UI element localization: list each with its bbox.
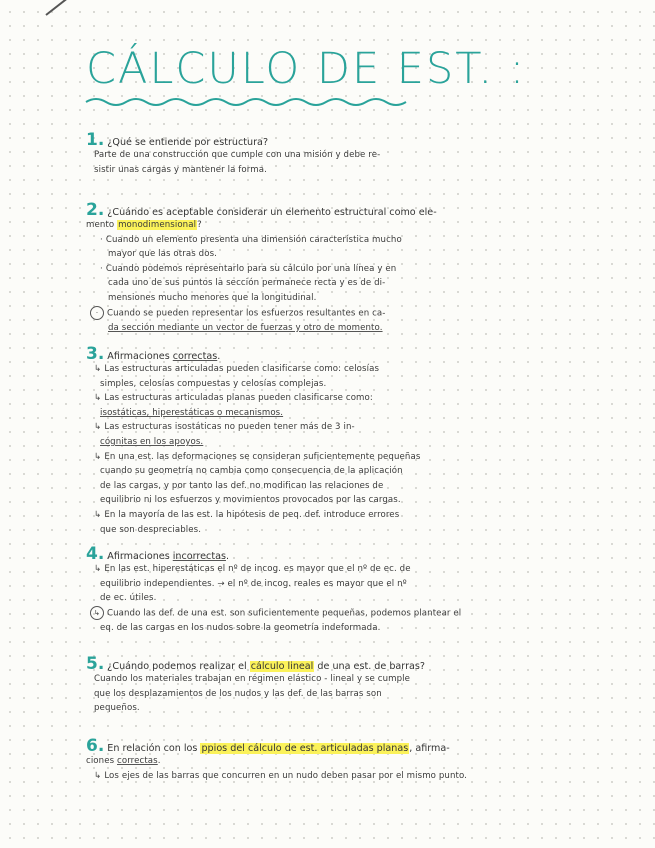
page-title: CÁLCULO DE EST. : (86, 44, 527, 94)
question-number: 2. (86, 200, 105, 220)
circle-mark: ↳ (90, 606, 104, 620)
question-number: 5. (86, 654, 105, 674)
answer-line: Cuando se pueden representar los esfuerzos resultantes en ca- (107, 308, 386, 319)
answer-line: En las est. hiperestáticas el nº de incog. es mayor que el nº de ec. de (104, 564, 411, 574)
question-text: . (157, 756, 161, 766)
answer-line: cógnitas en los apoyos. (100, 436, 204, 447)
answer-line: eq. de las cargas en los nudos sobre la geometría indeformada. (100, 622, 381, 633)
arrow-mark: ↳ (94, 509, 102, 520)
answer-line: de ec. útiles. (100, 593, 157, 604)
pencil-stroke (45, 0, 76, 16)
answer-line: que los desplazamientos de los nudos y las def. de las barras son (94, 688, 382, 699)
question-1 (86, 132, 596, 177)
question-text: . (217, 351, 221, 362)
answer-line: Las estructuras articuladas pueden clasificarse como: celosías (104, 364, 380, 374)
arrow-mark: ↳ (94, 564, 102, 574)
wavy-underline (84, 96, 414, 108)
answer-line: mensiones mucho menores que la longitudinal. (108, 292, 317, 303)
answer-line: En la mayoría de las est. la hipótesis de peq. def. introduce errores (104, 509, 400, 520)
answer-line: Los ejes de las barras que concurren en un nudo deben pasar por el mismo punto. (104, 770, 468, 781)
bullet-dot: · (100, 234, 103, 245)
circle-mark: · (90, 306, 104, 320)
answer-line: Cuando un elemento presenta una dimensión característica mucho (105, 234, 402, 245)
question-text: de una est. de barras? (314, 661, 426, 672)
answer-line: En una est. las deformaciones se consideran suficientemente pequeñas (104, 451, 421, 462)
question-text: correctas (117, 756, 158, 766)
highlighted-term: ppios del cálculo de est. articuladas planas (201, 743, 409, 754)
question-text: . (225, 551, 230, 562)
question-text: correctas (172, 351, 218, 362)
question-5 (86, 656, 596, 716)
arrow-mark: ↳ (94, 422, 102, 433)
arrow-mark: ↳ (94, 364, 102, 374)
arrow-mark: ↳ (94, 393, 102, 404)
answer-line: Cuando podemos representarlo para su cálculo por una línea y en (105, 263, 397, 274)
answer-line: simples, celosías compuestas y celosías complejas. (100, 378, 327, 389)
question-text: En relación con los (107, 743, 201, 754)
answer-line: mayor que las otras dos. (108, 249, 217, 260)
answer-line: cuando su geometría no cambia como consecuencia de la aplicación (100, 466, 403, 477)
question-text: ? (197, 220, 202, 230)
answer-line: da sección mediante un vector de fuerzas y otro de momento. (108, 322, 383, 333)
highlighted-term: monodimensional (118, 220, 197, 230)
question-text: Afirmaciones (107, 551, 173, 562)
question-text: , afirma- (409, 743, 450, 754)
question-text: ciones (86, 756, 118, 766)
answer-line: isostáticas, hiperestáticas o mecanismos. (100, 407, 284, 418)
answer-line: Cuando las def. de una est. son suficientemente pequeñas, podemos plantear el (107, 608, 462, 619)
question-2 (86, 202, 596, 335)
answer-line: equilibrio ni los esfuerzos y movimientos provocados por las cargas. (100, 495, 401, 506)
question-text: ¿Qué se entiende por estructura? (107, 137, 269, 148)
answer-line: cada uno de sus puntos la sección permanece recta y es de di- (108, 278, 386, 289)
question-number: 1. (86, 130, 105, 150)
bullet-dot: · (100, 263, 103, 274)
answer-line: de las cargas, y por tanto las def. no modifican las relaciones de (100, 480, 384, 491)
question-6 (86, 738, 596, 783)
question-text: ¿Cuándo es aceptable considerar un elemento estructural como ele- (107, 207, 437, 218)
answer-line: Las estructuras isostáticas no pueden tener más de 3 in- (104, 422, 355, 433)
question-text: incorrectas (172, 551, 226, 562)
question-3 (86, 346, 596, 537)
question-4 (86, 546, 596, 635)
question-text: Afirmaciones (107, 351, 173, 362)
answer-line: pequeños. (94, 703, 140, 714)
answer-line: Cuando los materiales trabajan en régimen elástico - lineal y se cumple (94, 674, 411, 684)
answer-line: que son despreciables. (100, 524, 202, 535)
highlighted-term: cálculo lineal (250, 661, 314, 672)
answer-line: equilibrio independientes. → el nº de incog. reales es mayor que el nº (100, 578, 407, 589)
arrow-mark: ↳ (94, 451, 102, 462)
answer-line: sistir unas cargas y mantener la forma. (94, 164, 267, 175)
question-text: mento (86, 220, 118, 230)
question-text: ¿Cuándo podemos realizar el (107, 661, 250, 672)
question-number: 4. (86, 544, 105, 564)
arrow-mark: ↳ (94, 770, 102, 781)
question-number: 3. (86, 344, 105, 364)
answer-line: Las estructuras articuladas planas pueden clasificarse como: (104, 393, 373, 404)
question-number: 6. (86, 736, 105, 756)
answer-line: Parte de una construcción que cumple con una misión y debe re- (94, 150, 381, 160)
